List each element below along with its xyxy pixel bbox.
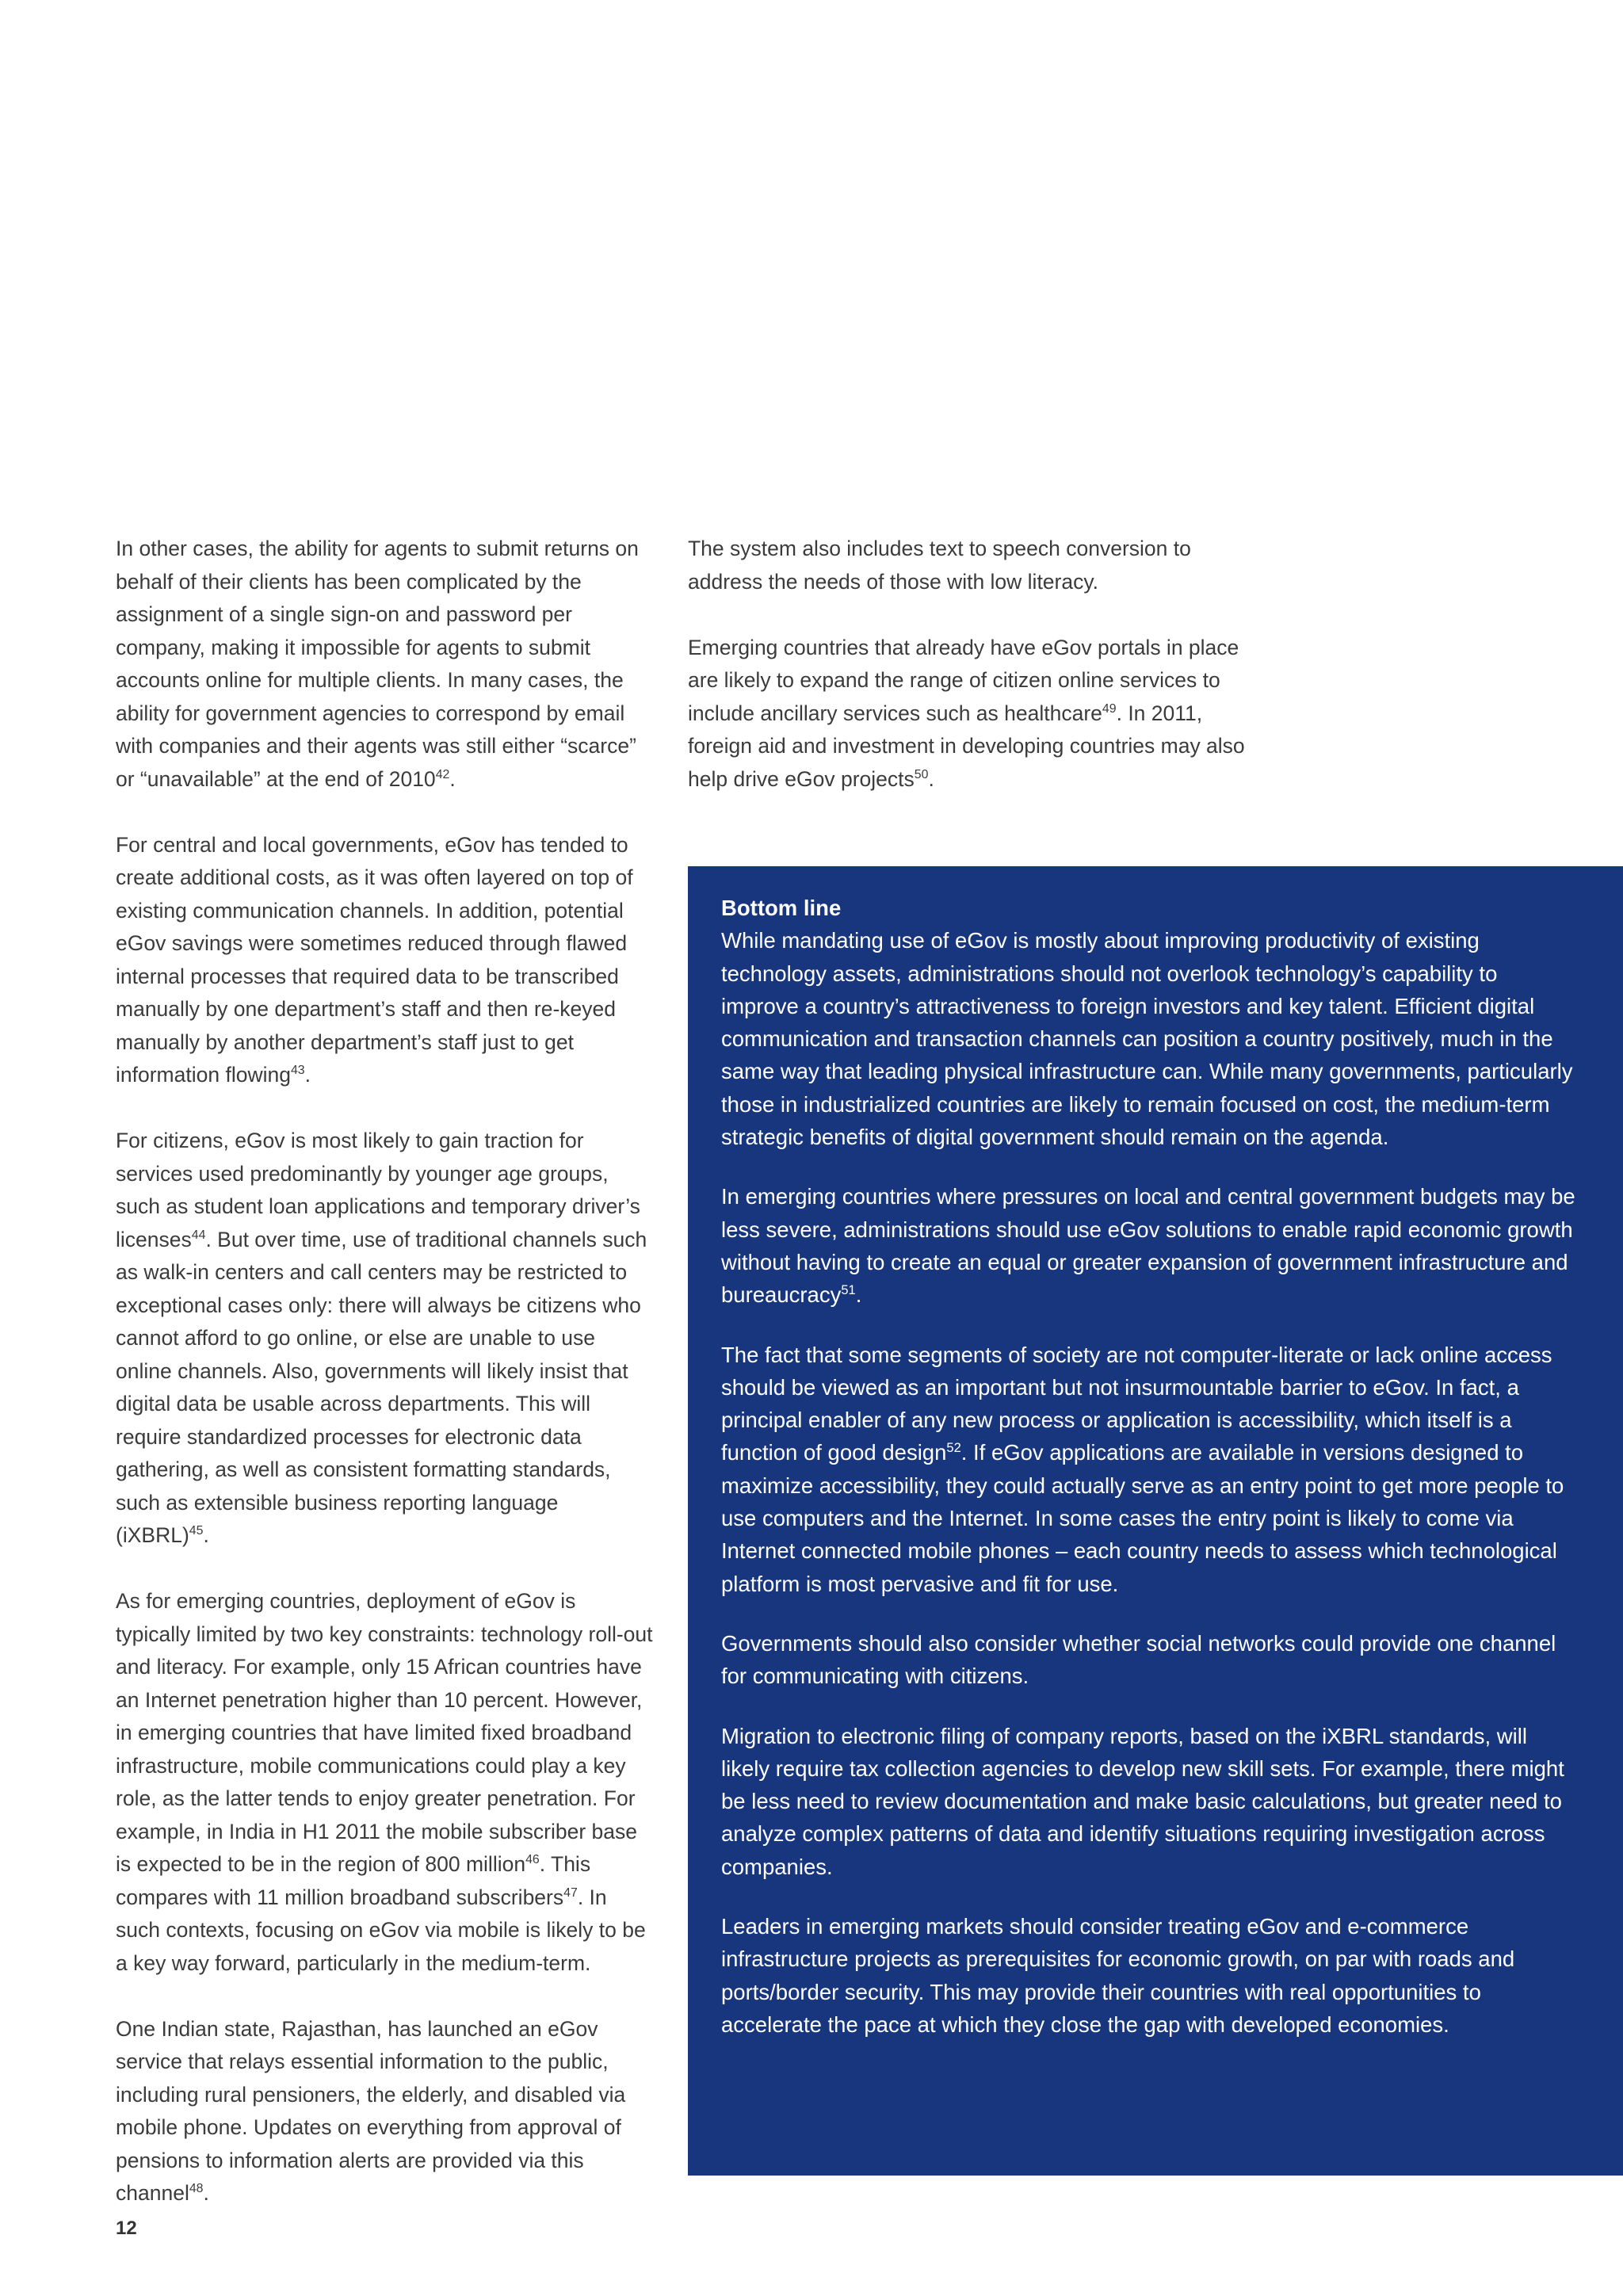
footnote-ref: 50 [914,767,929,781]
bottom-line-box [688,866,1623,2176]
bottom-line-paragraph: In emerging countries where pressures on local and central government budgets may be less severe, administrations should use eGov solutions to enable rapid economic growth without having to create an equal or greater expansion of government infrastructure and bureaucracy$^{51}$. [721,1184,1575,1308]
footnote-ref: 49 [1102,701,1117,716]
footnote-ref: 42 [435,767,450,781]
body-paragraph: In other cases, the ability for agents to submit returns on behalf of their clients has been complicated by the assignment of a single sign-on and password per company, making it impossible for agents to submit accounts online for multiple clients. In many cases, the ability for government agencies to correspond by email with companies and their agents was still either “scarce” or “unavailable” at the end of 2010$^{42}$. [116,537,639,791]
bottom-line-first-paragraph: Bottom line While mandating use of eGov is mostly about improving productivity of existing technology assets, administrations should not overlook technology’s capability to improve a country’s attractiveness to foreign investors and key talent. Efficient digital communication and transaction channels can position a country positively, much in the same way that leading physical infrastructure can. While many governments, particularly those in industrialized countries are likely to remain focused on cost, the medium-term strategic benefits of digital government should remain on the agenda. [721,896,1573,1150]
right-column [688,533,1258,796]
bottom-line-paragraph: Governments should also consider whether social networks could provide one channel for communicating with citizens. [721,1630,1556,1689]
body-paragraph: For central and local governments, eGov has tended to create additional costs, as it was often layered on top of existing communication channels. In addition, potential eGov savings were sometimes reduced through flawed internal processes that required data to be transcribed manually by one department’s staff and then re-keyed manually by another department’s staff just to get information flowing$^{43}$. [116,832,633,1087]
left-column [116,533,655,2210]
footnote-ref: 44 [191,1228,206,1242]
bottom-line-title: Bottom line [721,896,842,920]
footnote-ref: 52 [946,1441,961,1456]
body-paragraph: For citizens, eGov is most likely to gain traction for services used predominantly by younger age groups, such as student loan applications and temporary driver’s licenses$^{44}$. But over time, use of traditional channels such as walk-in centers and call centers may be restricted to exceptional cases only: there will always be citizens who cannot afford to go online, or else are unable to use online channels. Also, governments will likely insist that digital data be usable across departments. This will require standardized processes for electronic data gathering, as well as consistent formatting standards, such as extensible business reporting language (iXBRL)$^{45}$. [116,1129,647,1547]
body-paragraph: The system also includes text to speech conversion to address the needs of those with low literacy. [688,537,1191,594]
footnote-ref: 43 [290,1064,305,1078]
bottom-line-paragraph: The fact that some segments of society are not computer-literate or lack online access should be viewed as an important but not insurmountable barrier to eGov. In fact, a principal enabler of any new process or application is accessibility, which itself is a function of good design$^{52}$. If eGov applications are available in versions designed to maximize accessibility, they could actually serve as an entry point to get more people to use computers and the Internet. In some cases the entry point is likely to come via Internet connected mobile phones – each country needs to assess which technological platform is most pervasive and fit for use. [721,1342,1564,1596]
footnote-ref: 46 [525,1853,540,1867]
page-number: 12 [116,2218,137,2239]
footnote-ref: 51 [841,1283,856,1298]
body-paragraph: Emerging countries that already have eGov portals in place are likely to expand the range of citizen online services to include ancillary services such as healthcare$^{49}$. In 2011, foreign aid and investment in developing countries may also help drive eGov projects$^{50}$. [688,635,1245,791]
bottom-line-paragraph: Leaders in emerging markets should consider treating eGov and e-commerce infrastructure projects as prerequisites for economic growth, on par with roads and ports/border security. This may provide their countries with real opportunities to accelerate the pace at which they close the gap with developed economies. [721,1914,1515,2037]
footnote-ref: 45 [189,1524,204,1538]
footnote-ref: 48 [189,2182,204,2196]
bottom-line-content [721,892,1577,2041]
body-paragraph: As for emerging countries, deployment of eGov is typically limited by two key constraints: technology roll-out and literacy. For example, only 15 African countries have an Internet penetration higher than 10 percent. However, in emerging countries that have limited fixed broadband infrastructure, mobile communications could play a key role, as the latter tends to enjoy greater penetration. For example, in India in H1 2011 the mobile subscriber base is expected to be in the region of 800 million$^{46}$. This compares with 11 million broadband subscribers$^{47}$. In such contexts, focusing on eGov via mobile is likely to be a key way forward, particularly in the medium-term. [116,1589,653,1975]
bottom-line-paragraph: Migration to electronic filing of company reports, based on the iXBRL standards, will likely require tax collection agencies to develop new skill sets. For example, there might be less need to review documentation and make basic calculations, but greater need to analyze complex patterns of data and identify situations requiring investigation across companies. [721,1723,1564,1879]
footnote-ref: 47 [563,1885,578,1900]
body-paragraph: One Indian state, Rajasthan, has launched an eGov service that relays essential information to the public, including rural pensioners, the elderly, and disabled via mobile phone. Updates on everything from approval of pensions to information alerts are provided via this channel$^{48}$. [116,2016,626,2205]
